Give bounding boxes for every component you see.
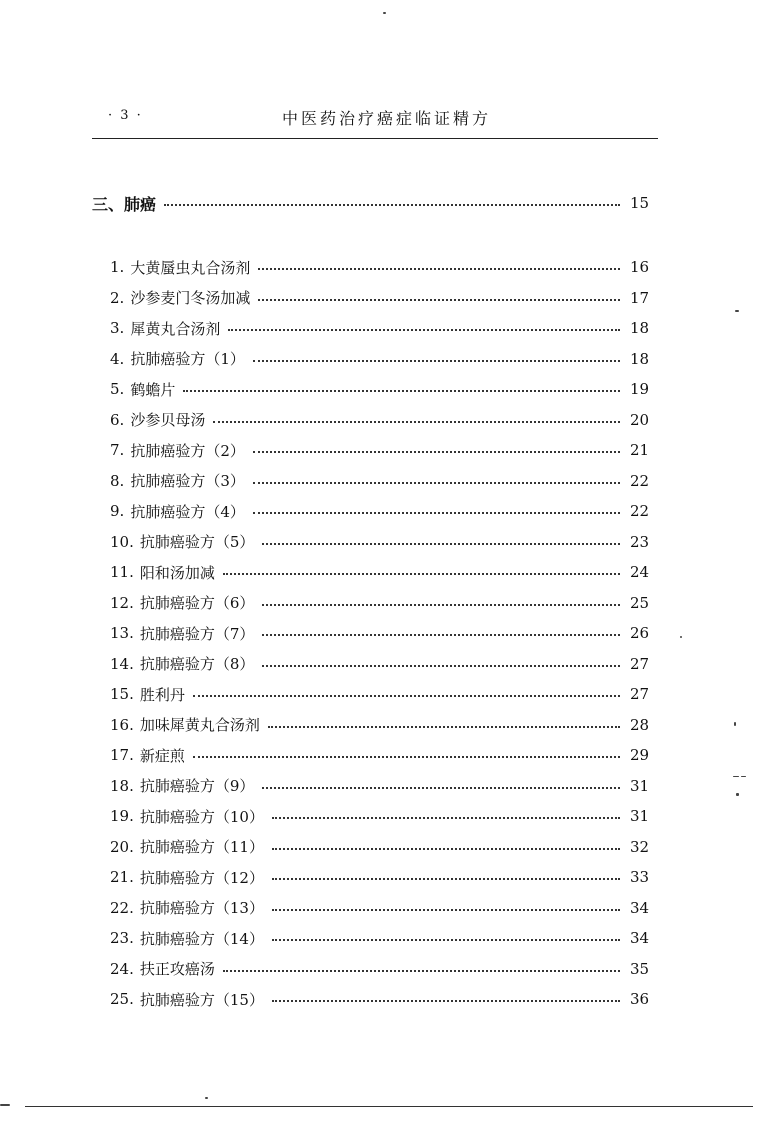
entry-number: 1.	[110, 258, 125, 277]
scan-speck	[735, 310, 739, 312]
dot-leader	[272, 939, 620, 941]
toc-list	[110, 252, 658, 1015]
dot-leader	[262, 543, 620, 545]
entry-title: 抗肺癌验方（6）	[139, 594, 255, 613]
toc-entry[interactable]	[110, 344, 658, 375]
entry-number: 9.	[110, 502, 125, 521]
entry-number: 7.	[110, 441, 125, 460]
toc-entry[interactable]	[110, 649, 658, 680]
section-page-number: 15	[630, 194, 650, 212]
entry-page-number: 31	[630, 776, 650, 795]
entry-title: 阳和汤加减	[139, 563, 215, 582]
dot-leader	[258, 299, 620, 301]
scan-speck	[0, 1104, 10, 1106]
entry-page-number: 16	[630, 258, 650, 277]
scan-speck	[736, 793, 739, 796]
entry-page-number: 19	[630, 380, 650, 399]
entry-number: 20.	[110, 837, 134, 856]
dot-leader	[213, 421, 620, 423]
dot-leader	[253, 451, 620, 453]
toc-entry[interactable]	[110, 832, 658, 863]
dot-leader	[272, 848, 620, 850]
dot-leader	[262, 634, 620, 636]
entry-page-number: 27	[630, 685, 650, 704]
entry-title: 胜利丹	[139, 685, 185, 704]
entry-number: 25.	[110, 990, 134, 1009]
entry-page-number: 32	[630, 837, 650, 856]
dot-leader	[272, 878, 620, 880]
toc-entry[interactable]	[110, 466, 658, 497]
toc-entry[interactable]	[110, 679, 658, 710]
dot-leader	[262, 665, 620, 667]
dot-leader	[223, 573, 620, 575]
toc-entry[interactable]	[110, 435, 658, 466]
entry-number: 10.	[110, 532, 134, 551]
page-header	[92, 104, 658, 134]
entry-number: 13.	[110, 624, 134, 643]
page-number: · 3 ·	[108, 108, 143, 123]
dot-leader	[183, 390, 620, 392]
entry-title: 抗肺癌验方（3）	[130, 472, 245, 491]
dot-leader	[253, 482, 620, 484]
header-rule	[92, 138, 658, 139]
toc-entry[interactable]	[110, 374, 658, 405]
entry-number: 3.	[110, 319, 125, 338]
scan-speck	[383, 12, 386, 14]
toc-entry[interactable]	[110, 252, 658, 283]
entry-title: 新症煎	[139, 746, 185, 765]
scan-speck	[733, 776, 739, 777]
dot-leader	[258, 268, 620, 270]
toc-entry[interactable]	[110, 771, 658, 802]
entry-number: 14.	[110, 654, 134, 673]
entry-title: 抗肺癌验方（10）	[139, 807, 264, 826]
toc-entry[interactable]	[110, 313, 658, 344]
toc-section-heading[interactable]	[92, 188, 658, 218]
entry-page-number: 24	[630, 563, 650, 582]
dot-leader	[272, 909, 620, 911]
dot-leader	[253, 512, 620, 514]
dot-leader	[164, 204, 620, 206]
entry-page-number: 27	[630, 654, 650, 673]
entry-title: 抗肺癌验方（8）	[139, 655, 255, 674]
entry-page-number: 20	[630, 410, 650, 429]
entry-number: 5.	[110, 380, 125, 399]
entry-page-number: 18	[630, 349, 650, 368]
entry-title: 犀黄丸合汤剂	[130, 319, 221, 338]
entry-number: 4.	[110, 349, 125, 368]
entry-number: 2.	[110, 288, 125, 307]
entry-number: 15.	[110, 685, 134, 704]
entry-number: 24.	[110, 959, 134, 978]
toc-entry[interactable]	[110, 618, 658, 649]
entry-title: 抗肺癌验方（5）	[139, 533, 255, 552]
toc-entry[interactable]	[110, 527, 658, 558]
entry-title: 抗肺癌验方（11）	[139, 838, 264, 857]
entry-page-number: 23	[630, 532, 650, 551]
entry-number: 17.	[110, 746, 134, 765]
dot-leader	[193, 756, 620, 758]
toc-entry[interactable]	[110, 923, 658, 954]
entry-number: 19.	[110, 807, 134, 826]
entry-title: 沙参麦门冬汤加减	[130, 289, 251, 308]
toc-entry[interactable]	[110, 984, 658, 1015]
entry-title: 抗肺癌验方（9）	[139, 777, 255, 796]
scan-speck	[680, 636, 682, 638]
entry-title: 抗肺癌验方（4）	[130, 502, 245, 521]
entry-title: 大黄蜃虫丸合汤剂	[130, 258, 251, 277]
scan-speck	[741, 776, 746, 777]
bottom-scan-edge	[25, 1106, 753, 1107]
entry-page-number: 36	[630, 990, 650, 1009]
toc-entry[interactable]	[110, 801, 658, 832]
entry-page-number: 34	[630, 898, 650, 917]
dot-leader	[262, 604, 620, 606]
entry-page-number: 25	[630, 593, 650, 612]
dot-leader	[228, 329, 620, 331]
entry-page-number: 33	[630, 868, 650, 887]
entry-title: 加味犀黄丸合汤剂	[139, 716, 260, 735]
toc-entry[interactable]	[110, 283, 658, 314]
entry-number: 11.	[110, 563, 134, 582]
entry-number: 18.	[110, 776, 134, 795]
entry-page-number: 21	[630, 441, 650, 460]
dot-leader	[272, 817, 620, 819]
dot-leader	[272, 1000, 620, 1002]
entry-number: 21.	[110, 868, 134, 887]
entry-title: 抗肺癌验方（2）	[130, 441, 245, 460]
toc-entry[interactable]	[110, 893, 658, 924]
toc-entry[interactable]	[110, 710, 658, 741]
entry-title: 抗肺癌验方（14）	[139, 929, 264, 948]
entry-number: 23.	[110, 929, 134, 948]
toc-entry[interactable]	[110, 405, 658, 436]
entry-page-number: 18	[630, 319, 650, 338]
entry-title: 扶正攻癌汤	[139, 960, 215, 979]
entry-page-number: 35	[630, 959, 650, 978]
entry-page-number: 28	[630, 715, 650, 734]
entry-page-number: 22	[630, 471, 650, 490]
dot-leader	[223, 970, 620, 972]
entry-number: 6.	[110, 410, 125, 429]
scan-speck	[734, 722, 736, 726]
entry-title: 沙参贝母汤	[130, 411, 206, 430]
dot-leader	[253, 360, 620, 362]
entry-title: 鹤蟾片	[130, 380, 176, 399]
entry-title: 抗肺癌验方（1）	[130, 350, 245, 369]
dot-leader	[193, 695, 620, 697]
entry-title: 抗肺癌验方（13）	[139, 899, 264, 918]
toc-entry[interactable]	[110, 496, 658, 527]
scan-speck	[205, 1097, 208, 1099]
toc-entry[interactable]	[110, 740, 658, 771]
entry-page-number: 26	[630, 624, 650, 643]
toc-entry[interactable]	[110, 862, 658, 893]
toc-entry[interactable]	[110, 954, 658, 985]
dot-leader	[262, 787, 620, 789]
entry-page-number: 29	[630, 746, 650, 765]
entry-title: 抗肺癌验方（7）	[139, 624, 255, 643]
entry-number: 16.	[110, 715, 134, 734]
entry-page-number: 22	[630, 502, 650, 521]
toc-entry[interactable]	[110, 557, 658, 588]
book-title: 中医药治疗癌症临证精方	[282, 109, 492, 128]
entry-page-number: 31	[630, 807, 650, 826]
entry-title: 抗肺癌验方（15）	[139, 990, 264, 1009]
entry-page-number: 17	[630, 288, 650, 307]
entry-number: 12.	[110, 593, 134, 612]
dot-leader	[268, 726, 620, 728]
toc-entry[interactable]	[110, 588, 658, 619]
entry-number: 22.	[110, 898, 134, 917]
entry-page-number: 34	[630, 929, 650, 948]
entry-title: 抗肺癌验方（12）	[139, 868, 264, 887]
section-label: 三、肺癌	[92, 194, 157, 214]
entry-number: 8.	[110, 471, 125, 490]
